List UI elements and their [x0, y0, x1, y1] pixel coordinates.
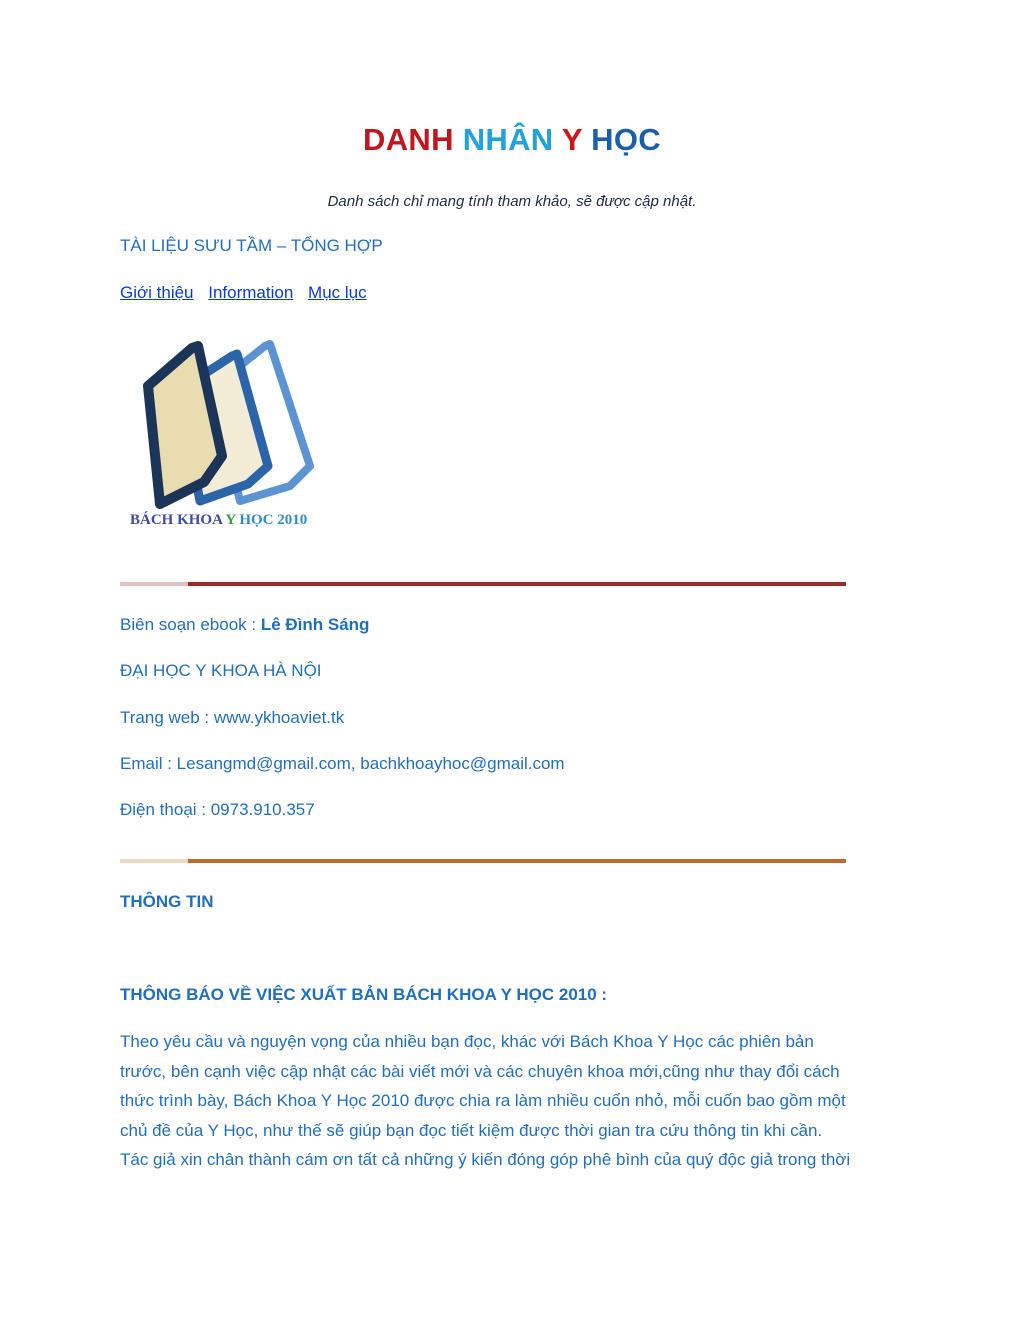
paragraph-line: Tác giả xin chân thành cám ơn tất cả những ý kiến đóng góp phê bình của quý độc giả trong thời — [120, 1150, 851, 1169]
website: Trang web : www.ykhoaviet.tk — [120, 708, 345, 727]
link-information[interactable]: Information — [208, 283, 294, 302]
author-name: Lê Đình Sáng — [260, 615, 370, 634]
logo-caption-hoc: HỌC 2010 — [239, 512, 308, 528]
phone: Điện thoại : 0973.910.357 — [120, 800, 315, 819]
announcement-heading: THÔNG BÁO VỀ VIỆC XUẤT BẢN BÁCH KHOA Y HỌC 2010 : — [120, 985, 608, 1004]
logo-caption-bach-khoa: BÁCH KHOA — [130, 512, 223, 528]
paragraph-line: thức trình bày, Bách Khoa Y Học 2010 được chia ra làm nhiều cuốn nhỏ, mỗi cuốn bao gồm một — [120, 1091, 846, 1110]
author-label: Biên soạn ebook : — [120, 615, 261, 634]
title-word-hoc: HỌC — [591, 122, 661, 157]
divider-1 — [120, 582, 846, 586]
title-word-nhan: NHÂN — [462, 122, 554, 157]
subtitle: Danh sách chỉ mang tính tham khảo, sẽ được cập nhật. — [327, 193, 697, 210]
logo-caption-y: Y — [225, 512, 236, 528]
paragraph-line: chủ đề của Y Học, như thế sẽ giúp bạn đọc tiết kiệm được thời gian tra cứu thông tin khi cần. — [120, 1120, 823, 1140]
link-muc-luc[interactable]: Mục lục — [308, 283, 367, 302]
announcement-paragraph — [120, 1027, 920, 1175]
nav-links — [120, 283, 377, 303]
author-line — [120, 615, 369, 635]
email: Email : Lesangmd@gmail.com, bachkhoayhoc@gmail.com — [120, 754, 565, 773]
link-gioi-thieu[interactable]: Giới thiệu — [120, 283, 194, 302]
logo-caption — [130, 512, 307, 529]
title-word-y: Y — [561, 122, 583, 157]
paragraph-line: trước, bên cạnh việc cập nhật các bài viết mới và các chuyên khoa mới,cũng như thay đổi cách — [120, 1061, 840, 1081]
paragraph-line: Theo yêu cầu và nguyện vọng của nhiều bạn đọc, khác với Bách Khoa Y Học các phiên bản — [120, 1032, 814, 1051]
section-info-heading: THÔNG TIN — [120, 892, 214, 911]
title-word-danh: DANH — [363, 122, 454, 157]
divider-2 — [120, 859, 846, 863]
collection-label: TÀI LIỆU SƯU TẦM – TỔNG HỢP — [120, 236, 383, 255]
page-title — [0, 122, 1024, 158]
university: ĐẠI HỌC Y KHOA HÀ NỘI — [120, 661, 322, 680]
